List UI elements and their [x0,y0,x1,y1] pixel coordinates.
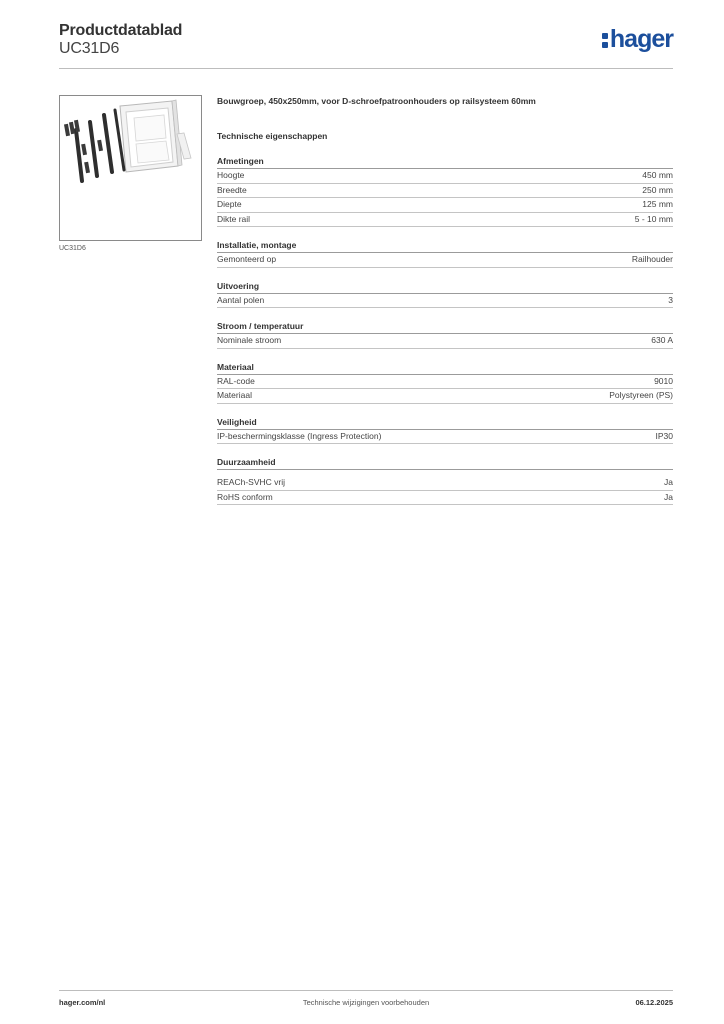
document-title: Productdatablad [59,22,183,39]
spec-row [217,476,673,491]
logo-colon-mark [602,29,609,49]
spec-value: 9010 [654,375,673,386]
product-code: UC31D6 [59,40,120,57]
spec-group-title: Veiligheid [217,417,673,430]
spec-row [217,430,673,445]
spec-label: Nominale stroom [217,335,282,345]
spec-label: RAL-code [217,375,255,386]
spec-group-title: Installatie, montage [217,240,673,253]
spec-value: Ja [664,477,673,487]
image-caption: UC31D6 [59,245,86,252]
spec-label: Diepte [217,199,242,209]
footer-note: Technische wijzigingen voorbehouden [302,998,430,1007]
spec-row [217,375,673,390]
spec-value: 250 mm [642,184,673,195]
spec-row [217,198,673,213]
spec-group [217,281,673,309]
spec-row [217,213,673,228]
specifications [217,96,673,518]
spec-label: Breedte [217,184,247,195]
spec-label: REACh-SVHC vrij [217,477,286,487]
spec-label: IP-beschermingsklasse (Ingress Protection) [217,430,382,441]
spec-group [217,362,673,404]
hager-logo [602,26,673,52]
spec-value: Ja [664,491,673,502]
spec-label: Materiaal [217,390,252,400]
spec-value: 450 mm [642,170,673,180]
section-heading: Technische eigenschappen [217,131,328,141]
product-description: Bouwgroep, 450x250mm, voor D-schroefpatroonhouders op railsysteem 60mm [217,96,536,106]
spec-group-title: Duurzaamheid [217,457,673,470]
spec-label: Dikte rail [217,213,251,224]
spec-group-title: Afmetingen [217,156,673,169]
spec-label: Hoogte [217,170,245,180]
spec-row [217,294,673,309]
page-footer [59,998,673,1010]
spec-value: Railhouder [631,254,673,264]
footer-divider [59,990,673,991]
spec-value: 5 - 10 mm [634,213,673,224]
spec-value: 3 [668,294,673,305]
spec-row [217,253,673,268]
product-illustration [60,96,201,240]
spec-label: Aantal polen [217,294,265,305]
spec-row [217,169,673,184]
footer-date: 06.12.2025 [635,998,673,1007]
product-image [59,95,202,241]
spec-group-title: Materiaal [217,362,673,375]
spec-group-title: Stroom / temperatuur [217,321,673,334]
footer-website: hager.com/nl [59,998,106,1007]
spec-row [217,184,673,199]
spec-value: 125 mm [642,199,673,209]
spec-group [217,156,673,227]
spec-label: Gemonteerd op [217,254,277,264]
spec-label: RoHS conform [217,491,273,502]
spec-value: 630 A [651,335,673,345]
spec-row [217,334,673,349]
spec-group [217,240,673,268]
spec-row [217,389,673,404]
spec-group [217,321,673,349]
page-header [59,22,673,70]
spec-row [217,491,673,506]
spec-groups [217,156,673,505]
spec-group-title: Uitvoering [217,281,673,294]
header-divider [59,68,673,69]
enclosure-frame-drawing [120,100,182,172]
spec-group [217,417,673,445]
spec-group [217,457,673,505]
logo-text: hager [609,25,673,53]
spec-value: IP30 [655,430,673,441]
spec-value: Polystyreen (PS) [609,390,673,400]
